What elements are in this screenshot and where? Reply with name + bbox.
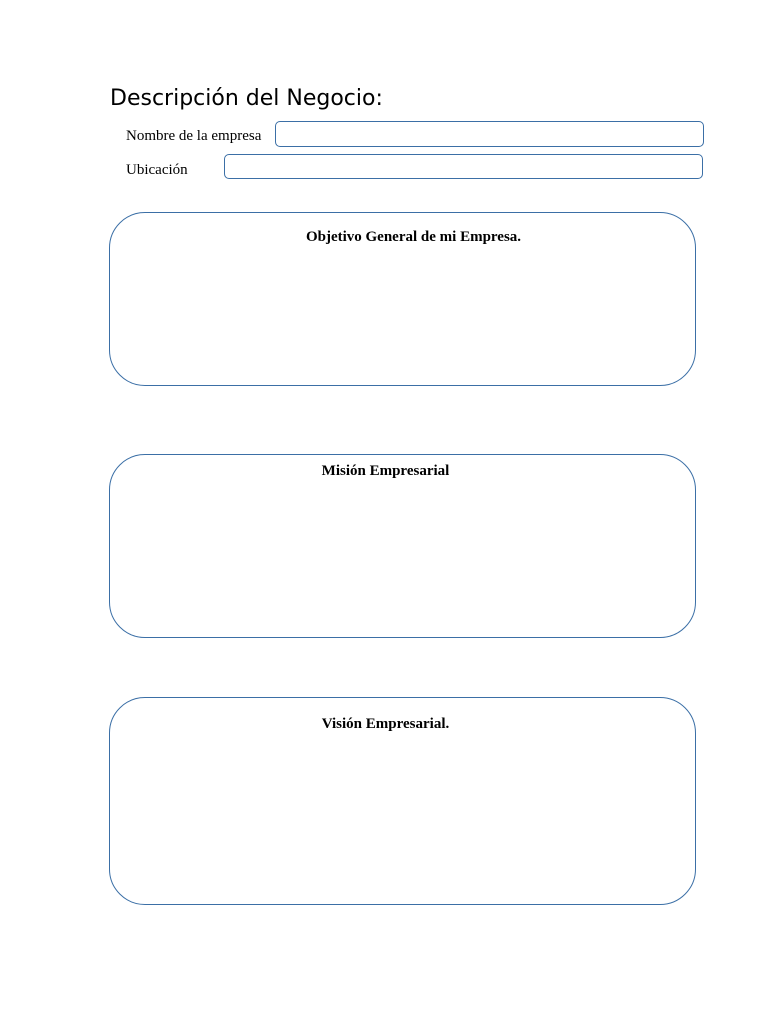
objective-content[interactable] bbox=[130, 257, 675, 365]
page-title: Descripción del Negocio: bbox=[110, 86, 383, 111]
mission-box[interactable] bbox=[109, 454, 696, 638]
vision-heading: Visión Empresarial. bbox=[321, 716, 450, 732]
mission-content[interactable] bbox=[130, 499, 675, 617]
vision-box[interactable] bbox=[109, 697, 696, 905]
company-name-label: Nombre de la empresa bbox=[126, 128, 262, 144]
location-field[interactable] bbox=[224, 154, 703, 179]
company-name-field[interactable] bbox=[275, 121, 704, 147]
vision-content[interactable] bbox=[130, 742, 675, 884]
objective-box[interactable] bbox=[109, 212, 696, 386]
objective-heading: Objetivo General de mi Empresa. bbox=[305, 229, 522, 245]
mission-heading: Misión Empresarial bbox=[321, 463, 450, 479]
location-label: Ubicación bbox=[126, 162, 188, 178]
